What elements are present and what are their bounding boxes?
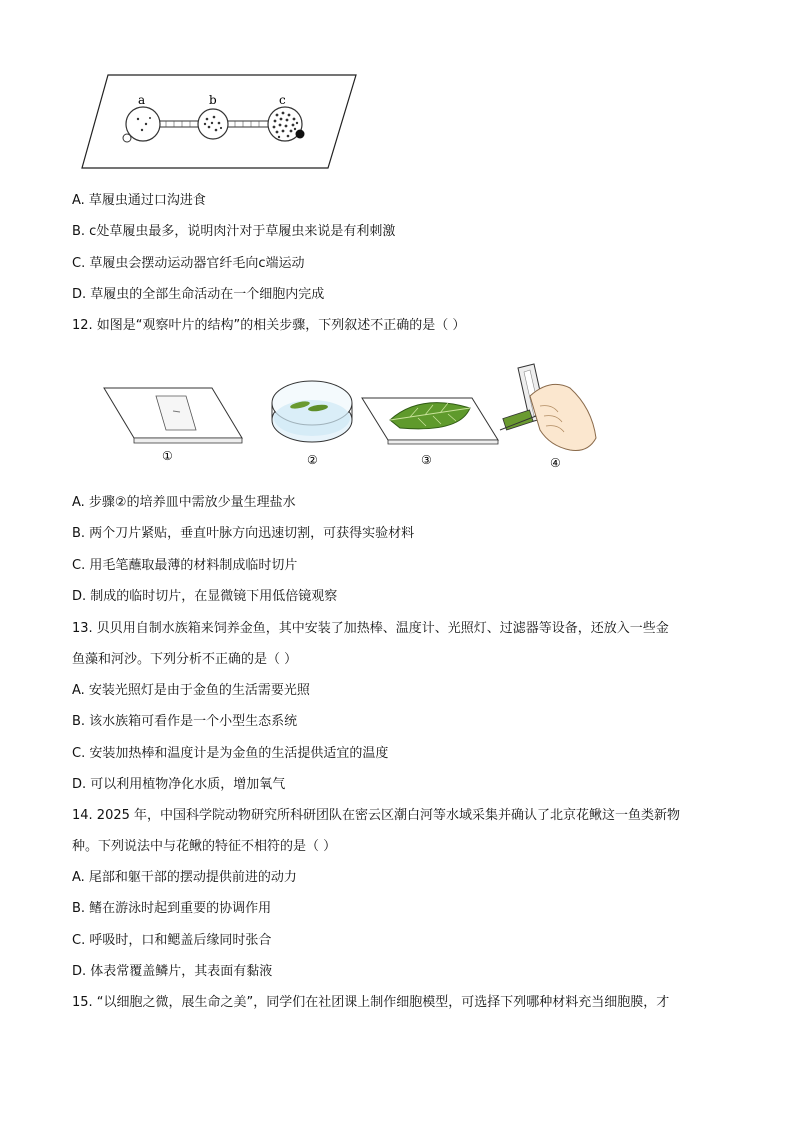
- q11-option-c: C. 草履虫会摆动运动器官纤毛向c端运动: [72, 256, 305, 271]
- q12-option-c: C. 用毛笔蘸取最薄的材料制成临时切片: [72, 558, 298, 573]
- q11-option-b: B. c处草履虫最多，说明肉汁对于草履虫来说是有利刺激: [72, 224, 396, 239]
- q12-stem: 12. 如图是“观察叶片的结构”的相关步骤，下列叙述不正确的是（ ）: [72, 318, 466, 333]
- paramecium-experiment-figure: [80, 72, 360, 172]
- label-step3: ③: [421, 453, 432, 467]
- step2-petri-dish: [272, 381, 352, 442]
- q13-option-b: B. 该水族箱可看作是一个小型生态系统: [72, 714, 298, 729]
- q11-option-d: D. 草履虫的全部生命活动在一个细胞内完成: [72, 287, 325, 302]
- q14-option-b: B. 鳍在游泳时起到重要的协调作用: [72, 901, 272, 916]
- q11-option-a: A. 草履虫通过口沟进食: [72, 193, 206, 208]
- label-step2: ②: [307, 453, 318, 467]
- q13-stem-line2: 鱼藻和河沙。下列分析不正确的是（ ）: [72, 652, 298, 667]
- label-c: c: [279, 93, 286, 107]
- label-step4: ④: [550, 456, 561, 470]
- step4-hand-cutting: [500, 364, 596, 451]
- step3-leaf-on-board: [362, 398, 498, 444]
- label-b: b: [209, 93, 217, 107]
- q14-stem-line1: 14. 2025 年，中国科学院动物研究所科研团队在密云区潮白河等水域采集并确认了北京花鳅这一鱼类新物: [72, 808, 681, 823]
- q12-option-b: B. 两个刀片紧贴，垂直叶脉方向迅速切割，可获得实验材料: [72, 526, 415, 541]
- q13-option-c: C. 安装加热棒和温度计是为金鱼的生活提供适宜的温度: [72, 746, 389, 761]
- q13-option-d: D. 可以利用植物净化水质，增加氧气: [72, 777, 286, 792]
- q12-option-d: D. 制成的临时切片，在显微镜下用低倍镜观察: [72, 589, 338, 604]
- q14-option-a: A. 尾部和躯干部的摆动提供前进的动力: [72, 870, 297, 885]
- q15-stem-line1: 15. “以细胞之微，展生命之美”，同学们在社团课上制作细胞模型，可选择下列哪种材料充当细胞膜，才: [72, 995, 670, 1010]
- step1-slide: [104, 388, 242, 443]
- label-a: a: [138, 93, 146, 107]
- q14-stem-line2: 种。下列说法中与花鳅的特征不相符的是（ ）: [72, 839, 337, 854]
- leaf-structure-steps-figure: [100, 358, 610, 473]
- label-step1: ①: [162, 449, 173, 463]
- q13-option-a: A. 安装光照灯是由于金鱼的生活需要光照: [72, 683, 310, 698]
- q13-stem-line1: 13. 贝贝用自制水族箱来饲养金鱼，其中安装了加热棒、温度计、光照灯、过滤器等设备，还放入一些金: [72, 621, 669, 636]
- q12-option-a: A. 步骤②的培养皿中需放少量生理盐水: [72, 495, 296, 510]
- q14-option-d: D. 体表常覆盖鳞片，其表面有黏液: [72, 964, 273, 979]
- q14-option-c: C. 呼吸时，口和鳃盖后缘同时张合: [72, 933, 272, 948]
